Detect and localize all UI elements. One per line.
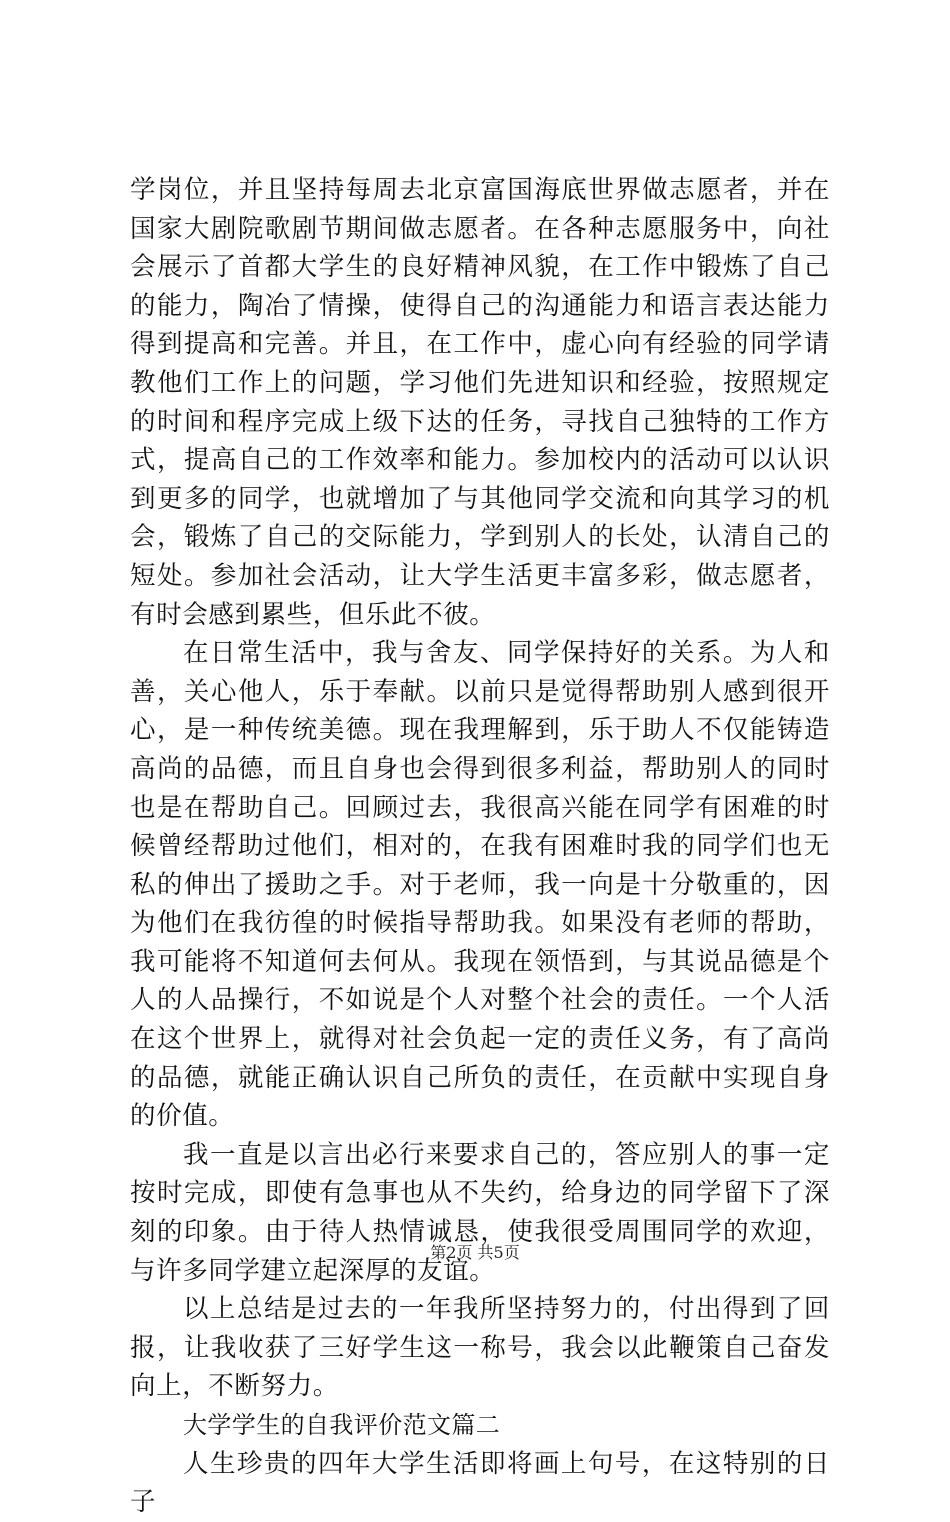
paragraph-daily-life: 在日常生活中，我与舍友、同学保持好的关系。为人和善，关心他人，乐于奉献。以前只是觉得帮助别人感到很开心，是一种传统美德。现在我理解到，乐于助人不仅能铸造高尚的品德，而且自身也会得到很多利益，帮助别人的同时也是在帮助自己。回顾过去，我很高兴能在同学有困难的时候曾经帮助过他们，相对的，在我有困难时我的同学们也无私的伸出了援助之手。对于老师，我一向是十分敬重的，因为他们在我彷徨的时候指导帮助我。如果没有老师的帮助，我可能将不知道何去何从。我现在领悟到，与其说品德是个人的人品操行，不如说是个人对整个社会的责任。一个人活在这个世界上，就得对社会负起一定的责任义务，有了高尚的品德，就能正确认识自己所负的责任，在贡献中实现自身的价值。	[130, 638, 830, 1132]
document-body	[130, 171, 830, 1522]
section-heading: 大学学生的自我评价范文篇二	[183, 1411, 501, 1439]
paragraph-summary: 以上总结是过去的一年我所坚持努力的，付出得到了回报，让我收获了三好学生这一称号，我会以此鞭策自己奋发向上，不断努力。	[130, 1294, 830, 1402]
paragraph-section-two-start: 人生珍贵的四年大学生活即将画上句号，在这特别的日子	[130, 1448, 830, 1518]
paragraph-keeping-promises: 我一直是以言出必行来要求自己的，答应别人的事一定按时完成，即使有急事也从不失约，给身边的同学留下了深刻的印象。由于待人热情诚恳，使我很受周围同学的欢迎，与许多同学建立起深厚的友谊。	[130, 1139, 830, 1286]
paragraph-volunteer-work: 学岗位，并且坚持每周去北京富国海底世界做志愿者，并在国家大剧院歌剧节期间做志愿者。在各种志愿服务中，向社会展示了首都大学生的良好精神风貌，在工作中锻炼了自己的能力，陶冶了情操，使得自己的沟通能力和语言表达能力得到提高和完善。并且，在工作中，虚心向有经验的同学请教他们工作上的问题，学习他们先进知识和经验，按照规定的时间和程序完成上级下达的任务，寻找自己独特的工作方式，提高自己的工作效率和能力。参加校内的活动可以认识到更多的同学，也就增加了与其他同学交流和向其学习的机会，锻炼了自己的交际能力，学到别人的长处，认清自己的短处。参加社会活动，让大学生活更丰富多彩，做志愿者，有时会感到累些，但乐此不彼。	[130, 175, 830, 630]
page-number-footer: 第2页 共5页	[430, 1243, 520, 1262]
